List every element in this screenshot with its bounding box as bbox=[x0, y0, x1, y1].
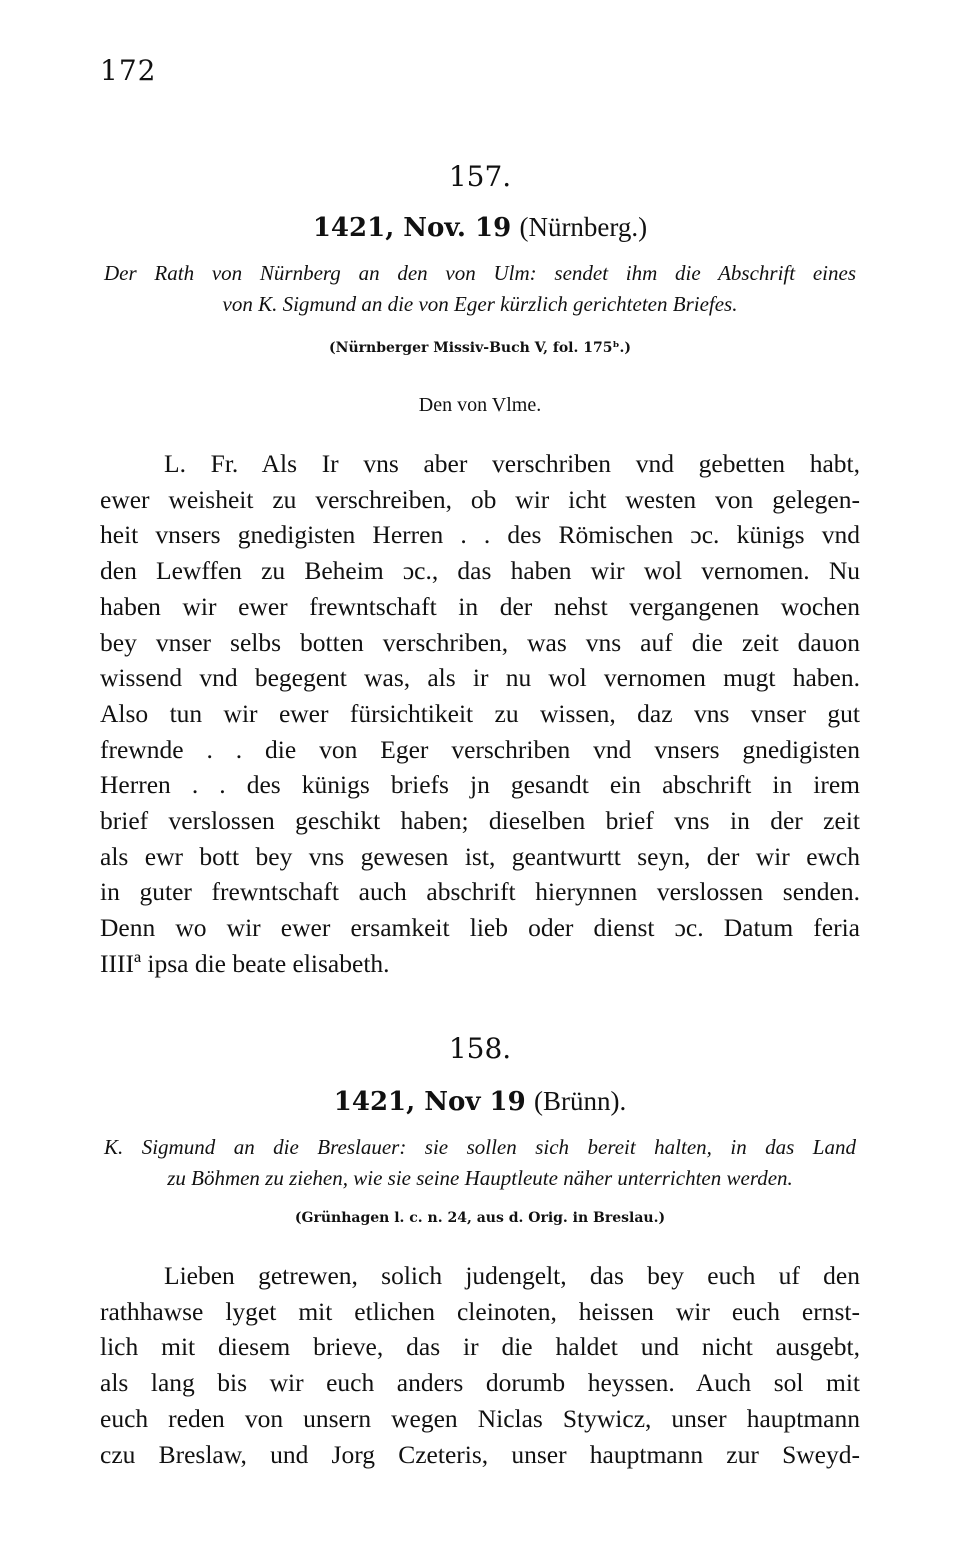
entry-157-summary bbox=[100, 258, 860, 320]
body-line: Lieben getrewen, solich judengelt, das bey euch uf den bbox=[164, 1261, 860, 1290]
body-line: bey vnser selbs botten verschriben, was vns auf die zeit dauon bbox=[100, 627, 860, 657]
letter-address: Den von Vlme. bbox=[418, 394, 542, 416]
entry-157-source bbox=[100, 340, 860, 356]
summary-line: von K. Sigmund an die von Eger kürzlich gerichteten Briefes. bbox=[222, 292, 738, 316]
body-line: als lang bis wir euch anders dorumb heyssen. Auch sol mit bbox=[100, 1368, 860, 1398]
body-line: Herren . . des künigs briefs jn gesandt ein abschrift in irem bbox=[100, 770, 860, 800]
letter-body bbox=[100, 1258, 860, 1472]
body-line: L. Fr. Als Ir vns aber verschriben vnd gebetten habt, bbox=[164, 449, 860, 478]
entry-date-bold: 1421, Nov 19 bbox=[333, 1087, 526, 1117]
summary-line: K. Sigmund an die Breslauer: sie sollen sich bereit halten, in das Land bbox=[104, 1135, 856, 1159]
body-line: Also tun wir ewer fürsichtikeit zu wissen, daz vns vnser gut bbox=[100, 698, 860, 728]
body-line: euch reden von unsern wegen Niclas Stywicz, unser hauptmann bbox=[100, 1403, 860, 1433]
body-line: heit vnsers gnedigisten Herren . . des Römischen ɔc. künigs vnd bbox=[100, 520, 860, 550]
body-line: den Lewffen zu Beheim ɔc., das haben wir wol vernomen. Nu bbox=[100, 556, 860, 586]
body-line: rathhawse lyget mit etlichen cleinoten, heissen wir euch ernst- bbox=[100, 1296, 860, 1326]
entry-157-body bbox=[100, 446, 860, 982]
entry-summary bbox=[100, 258, 860, 320]
source-citation: (Nürnberger Missiv-Buch V, fol. 175ᵇ.) bbox=[329, 340, 631, 356]
body-line: als ewr bott bey vns gewesen ist, geantwurtt seyn, der wir ewch bbox=[100, 841, 860, 871]
body-line: in guter frewntschaft auch abschrift hierynnen verslossen senden. bbox=[100, 877, 860, 907]
entry-157-date bbox=[100, 212, 860, 243]
body-line: frewnde . . die von Eger verschriben vnd vnsers gnedigisten bbox=[100, 734, 860, 764]
body-line: lich mit diesem brieve, das ir die haldet und nicht ausgebt, bbox=[100, 1332, 860, 1362]
body-line: czu Breslaw, und Jorg Czeteris, unser hauptmann zur Sweyd- bbox=[100, 1439, 860, 1469]
entry-place: (Nürnberg.) bbox=[519, 212, 648, 242]
summary-line: zu Böhmen zu ziehen, wie sie seine Hauptleute näher unterrichten werden. bbox=[167, 1166, 793, 1190]
body-line: brief verslossen geschikt haben; dieselben brief vns in der zeit bbox=[100, 806, 860, 836]
source-citation: (Grünhagen l. c. n. 24, aus d. Orig. in Breslau.) bbox=[294, 1210, 666, 1226]
entry-157-address bbox=[100, 394, 860, 417]
letter-body bbox=[100, 446, 860, 982]
body-line: Denn wo wir ewer ersamkeit lieb oder dienst ɔc. Datum feria bbox=[100, 913, 860, 943]
entry-date bbox=[100, 212, 860, 243]
entry-158-body bbox=[100, 1258, 860, 1472]
entry-157 bbox=[100, 160, 860, 193]
entry-summary bbox=[100, 1132, 860, 1194]
entry-158-source bbox=[100, 1210, 860, 1226]
entry-number: 157. bbox=[448, 160, 512, 193]
page-number: 172 bbox=[100, 54, 157, 87]
body-line: ewer weisheit zu verschreiben, ob wir icht westen von gelegen- bbox=[100, 484, 860, 514]
entry-place: (Brünn). bbox=[533, 1086, 627, 1116]
entry-158-summary bbox=[100, 1132, 860, 1194]
entry-number: 158. bbox=[448, 1032, 512, 1065]
entry-date-bold: 1421, Nov. 19 bbox=[312, 213, 512, 243]
entry-158 bbox=[100, 1032, 860, 1065]
summary-line: Der Rath von Nürnberg an den von Ulm: sendet ihm die Abschrift eines bbox=[104, 261, 856, 285]
entry-158-date bbox=[100, 1086, 860, 1117]
entry-date bbox=[100, 1086, 860, 1117]
body-line: IIIIª ipsa die beate elisabeth. bbox=[100, 948, 390, 978]
body-line: wissend vnd begegent was, als ir nu wol vernomen mugt haben. bbox=[100, 663, 860, 693]
body-line: haben wir ewer frewntschaft in der nehst vergangenen wochen bbox=[100, 591, 860, 621]
